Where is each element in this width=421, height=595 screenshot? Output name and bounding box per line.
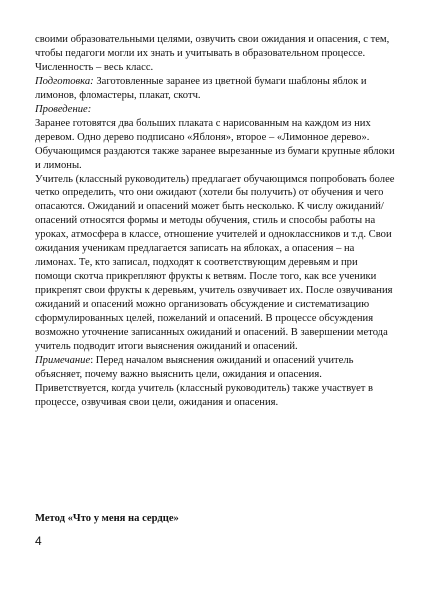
note-paragraph (35, 354, 395, 410)
procedure-paragraph-2: Учитель (классный руководитель) предлагает обучающимся попробовать более четко определить, что они ожидают (хотели бы получить) от обучения и чего опасаются. Ожиданий и опасений может быть несколько. К числу ожиданий/опасений относятся формы и методы обучения, стиль и способы работы на уроках, атмосфера в классе, отношение учителей и одноклассников и т.д. Свои ожидания ученикам предлагается записать на яблоках, а опасения – на лимонах. Те, кто записал, подходят к соответствующим деревьям и при помощи скотча прикрепляют фрукты к ветвям. После того, как все ученики прикрепят свои фрукты к деревьям, учитель озвучивает их. После озвучивания ожиданий и опасений можно организовать обсуждение и систематизацию сформулированных целей, пожеланий и опасений. В процессе обсуждения возможно уточнение записанных ожиданий и опасений. В завершении метода учитель подводит итоги выяснения ожиданий и опасений. (35, 173, 395, 352)
participants-line: Численность – весь класс. (35, 61, 154, 73)
next-section-title: Метод «Что у меня на сердце» (35, 513, 179, 524)
note-text: : Перед началом выяснения ожиданий и опасений учитель объясняет, почему важно выяснить цели, ожидания и опасения. Приветствуется, когда учитель (классный руководитель) также участвует в процессе, озвучивая свои цели, ожидания и опасения. (35, 354, 374, 408)
procedure-label: Проведение: (35, 103, 92, 115)
procedure-paragraph-1: Заранее готовятся два больших плаката с нарисованным на каждом из них деревом. Одно дерево подписано «Яблоня», второе – «Лимонное дерево». Обучающимся раздаются также заранее вырезанные из бумаги крупные яблоки и лимоны. (35, 117, 395, 171)
preparation-label: Подготовка: (35, 75, 94, 87)
preparation-paragraph (35, 75, 395, 103)
intro-continuation: своими образовательными целями, озвучить свои ожидания и опасения, с тем, чтобы педагоги могли их знать и учитывать в образовательном процессе. (35, 34, 390, 59)
document-body (35, 33, 395, 410)
preparation-text: Заготовленные заранее из цветной бумаги шаблоны яблок и лимонов, фломастеры, плакат, скотч. (35, 75, 367, 101)
page-number: 4 (35, 534, 42, 548)
note-label: Примечание (35, 354, 91, 366)
